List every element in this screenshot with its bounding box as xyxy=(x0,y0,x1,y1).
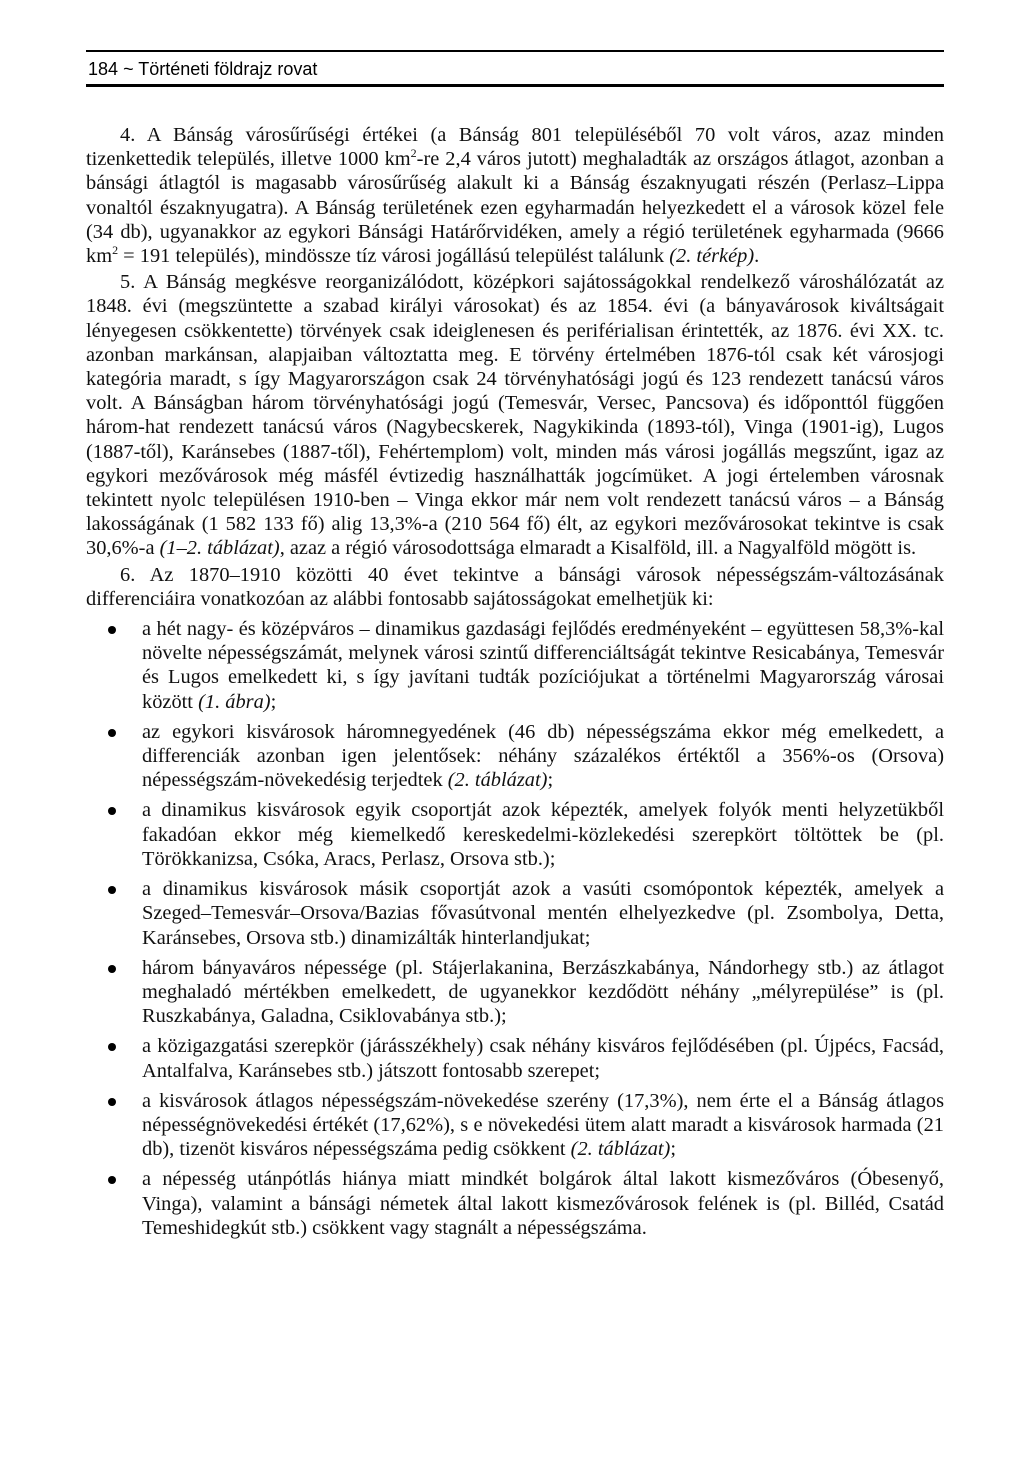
list-item-text: az egykori kisvárosok háromnegyedének (46 db) népességszáma ekkor még emelkedett, a differenciák azonban igen jelentősek: néhány százalékos értéktől a 356%-os (Orsova) népességszám-növekedésig terjedtek xyxy=(142,720,944,792)
bullet-icon xyxy=(108,807,116,815)
cross-reference: (2. táblázat) xyxy=(570,1138,671,1161)
paragraph-number: 6. xyxy=(120,563,136,586)
list-item xyxy=(86,1167,944,1240)
superscript: 2 xyxy=(410,146,417,161)
cross-reference: (2. térkép) xyxy=(669,245,755,268)
header-rule-top xyxy=(86,50,944,52)
paragraph-text: A Bánság városűrűségi értékei (a Bánság 801 településéből 70 volt város, azaz minden tizenkettedik település, illetve 1000 km xyxy=(86,124,944,171)
bullet-icon xyxy=(108,729,116,737)
bullet-icon xyxy=(108,886,116,894)
list-item-text: három bányaváros népessége (pl. Stájerlakanina, Berzászkabánya, Nándorhegy stb.) az átlagot meghaladó mértékben emelkedett, de ugyanekkor kezdődött néhány „mélyrepülése” is (pl. Ruszkabánya, Galadna, Csiklovabánya stb.); xyxy=(142,956,944,1028)
list-item xyxy=(86,798,944,871)
paragraph-6 xyxy=(86,563,944,611)
list-item-text: a hét nagy- és középváros – dinamikus gazdasági fejlődés eredményeként – együttesen 58,3%-kal növelte népességszámát, melynek városi szintű differenciáltságát tekintve Resicabánya, Temesvár és Lugos emelkedett ki, s így javítani tudták pozíciójukat a történelmi Magyarország városai között xyxy=(142,618,944,713)
superscript: 2 xyxy=(112,243,119,258)
list-item xyxy=(86,617,944,714)
bullet-icon xyxy=(108,1043,116,1051)
bullet-list xyxy=(86,617,944,1240)
paragraph-number: 5. xyxy=(120,271,136,294)
paragraph-5 xyxy=(86,270,944,560)
section-title: Történeti földrajz rovat xyxy=(138,59,318,79)
bullet-icon xyxy=(108,1098,116,1106)
running-head xyxy=(88,58,944,80)
body-text xyxy=(86,123,944,1240)
header-rule-bottom xyxy=(86,84,944,87)
book-page xyxy=(86,50,944,1240)
paragraph-4 xyxy=(86,123,944,268)
bullet-icon xyxy=(108,965,116,973)
paragraph-text: , azaz a régió városodottsága elmaradt a Kisalföld, ill. a Nagyalföld mögött is. xyxy=(279,537,917,560)
paragraph-text: -re 2,4 város jutott) meghaladták az országos átlagot, azonban a bánsági átlagtól is magasabb városűrűség alakult ki a Bánság északnyugati részén (Perlasz–Lippa vonaltól északnyugatra). A Bánság területének ezen egyharmadán helyezkedett el a városok közel fele (34 db), ugyanakkor az egykori Bánsági Határőrvidéken, amely a régió területének egyharmada (9666 km xyxy=(86,148,944,268)
list-item-text: ; xyxy=(270,690,277,713)
page-number: 184 xyxy=(88,59,119,79)
list-item-text: a közigazgatási szerepkör (járásszékhely) csak néhány kisváros fejlődésében (pl. Újpécs, Facsád, Antalfalva, Karánsebes stb.) játszott fontosabb szerepet; xyxy=(142,1035,944,1082)
list-item-text: a népesség utánpótlás hiánya miatt mindkét bolgárok által lakott kismezőváros (Óbesenyő, Vinga), valamint a bánsági németek által lakott kismezővárosok felének is (pl. Billéd, Csatád Temeshidegkút stb.) csökkent vagy stagnált a népességszáma. xyxy=(142,1168,944,1239)
list-item-text: a dinamikus kisvárosok egyik csoportját azok képezték, amelyek folyók menti helyzetükből fakadóan ekkor még kiemelkedő kereskedelmi-közlekedési szerepkört töltöttek be (pl. Törökkanizsa, Csóka, Aracs, Perlasz, Orsova stb.); xyxy=(142,799,944,870)
paragraph-text: . xyxy=(754,245,760,268)
paragraph-text: = 191 település), mindössze tíz városi jogállású települést találunk xyxy=(118,245,670,268)
list-item xyxy=(86,1034,944,1082)
cross-reference: (1. ábra) xyxy=(198,690,271,713)
list-item-text: a dinamikus kisvárosok másik csoportját azok a vasúti csomópontok képezték, amelyek a Szeged–Temesvár–Orsova/Bazias fővasútvonal mentén elhelyezkedve (pl. Zsombolya, Detta, Karánsebes, Orsova stb.) dinamizálták hinterlandjukat; xyxy=(142,878,944,949)
cross-reference: (2. táblázat) xyxy=(447,769,548,792)
cross-reference: (1–2. táblázat) xyxy=(159,537,280,560)
list-item xyxy=(86,1089,944,1162)
bullet-icon xyxy=(108,626,116,634)
list-item-text: ; xyxy=(547,769,554,792)
list-item-text: ; xyxy=(670,1138,677,1161)
list-item xyxy=(86,956,944,1029)
header-separator: ~ xyxy=(123,59,134,79)
paragraph-number: 4. xyxy=(120,124,136,146)
list-item-text: a kisvárosok átlagos népességszám-növekedése szerény (17,3%), nem érte el a Bánság átlagos népességnövekedési értékét (17,62%), s e növekedési ütem alatt maradt a kisvárosok harmada (21 db), tizenöt kisváros népességszáma pedig csökkent xyxy=(142,1089,944,1161)
paragraph-text: Az 1870–1910 közötti 40 évet tekintve a bánsági városok népességszám-változásának differenciáira vonatkozóan az alábbi fontosabb sajátosságokat emelhetjük ki: xyxy=(86,563,944,610)
bullet-icon xyxy=(108,1176,116,1184)
list-item xyxy=(86,877,944,950)
paragraph-text: A Bánság megkésve reorganizálódott, középkori sajátosságokkal rendelkező városhálózatát az 1848. évi (megszüntette a szabad királyi városokat) és az 1854. évi (a bányavárosok kiváltságait lényegesen csökkentette) törvények csak ideiglenesen és periférialisan érintették, az 1876. évi XX. tc. azonban markánsan, alapjaiban változtatta meg. E törvény értelmében 1876-tól csak két városjogi kategória maradt, s így Magyarországon csak 24 törvényhatósági jogú és 123 rendezett tanácsú város volt. A Bánságban három törvényhatósági jogú (Temesvár, Versec, Pancsova) és időponttól függően három-hat rendezett tanácsú város (Nagybecskerek, Nagykikinda (1893-tól), Vinga (1901-ig), Lugos (1887-től), Karánsebes (1887-től), Fehértemplom) volt, minden más városi jogállás megszűnt, igaz az egykori mezővárosok még másfél évtizedig használhatták jogcímüket. A jogi értelemben városnak tekintett nyolc településen 1910-ben – Vinga ekkor már nem volt rendezett tanácsú város – a Bánság lakosságának (1 582 133 fő) alig 13,3%-a (210 564 fő) élt, az egykori mezővárosokat tekintve is csak 30,6%-a xyxy=(86,271,944,560)
list-item xyxy=(86,720,944,793)
